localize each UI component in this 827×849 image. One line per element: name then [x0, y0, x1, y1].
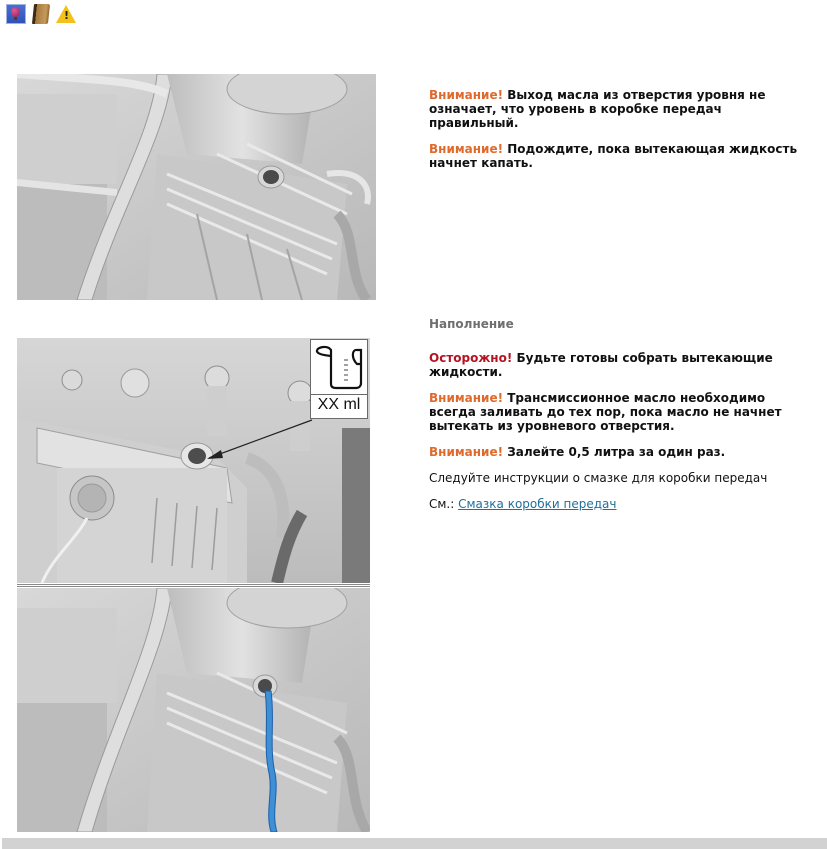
warning-label: Внимание! — [429, 445, 504, 459]
warning-label: Внимание! — [429, 88, 504, 102]
warning-note — [429, 88, 814, 130]
warning-note — [429, 142, 814, 170]
fill-quantity-label: XX ml — [317, 396, 361, 413]
section-title-filling: Наполнение — [429, 317, 514, 331]
measuring-jug-icon — [311, 340, 367, 395]
see-also — [429, 497, 814, 511]
warning-icon[interactable] — [56, 5, 76, 23]
caution-label: Осторожно! — [429, 351, 513, 365]
warning-text: Трансмиссионное масло необходимо всегда заливать до тех пор, пока масло не начнет вытекать из уровневого отверстия. — [429, 391, 782, 433]
measuring-jug-callout — [310, 339, 368, 419]
warning-text: Подождите, пока вытекающая жидкость начнет капать. — [429, 142, 798, 170]
instruction-text: Следуйте инструкции о смазке для коробки передач — [429, 471, 768, 485]
figure-oil-level-hole — [17, 74, 376, 300]
warning-text: Залейте 0,5 литра за один раз. — [503, 445, 726, 459]
caution-text: Будьте готовы собрать вытекающие жидкости. — [429, 351, 773, 379]
notes-block-1 — [429, 88, 814, 170]
warning-note — [429, 445, 814, 459]
warning-note — [429, 391, 814, 433]
warning-label: Внимание! — [429, 391, 504, 405]
figure-divider — [17, 586, 370, 587]
toolbar — [6, 4, 76, 26]
book-icon[interactable] — [32, 4, 50, 24]
warning-label: Внимание! — [429, 142, 504, 156]
caution-note — [429, 351, 814, 379]
figure-divider — [17, 584, 370, 585]
notes-block-2 — [429, 317, 814, 511]
gearbox-lubrication-link[interactable]: Смазка коробки передач — [458, 497, 617, 511]
see-prefix: См.: — [429, 497, 459, 511]
figure-fluid-dripping — [17, 588, 370, 832]
warning-text: Выход масла из отверстия уровня не означает, что уровень в коробке передач правильный. — [429, 88, 766, 130]
horizontal-scrollbar[interactable] — [2, 838, 827, 849]
balloon-icon[interactable] — [6, 4, 26, 24]
